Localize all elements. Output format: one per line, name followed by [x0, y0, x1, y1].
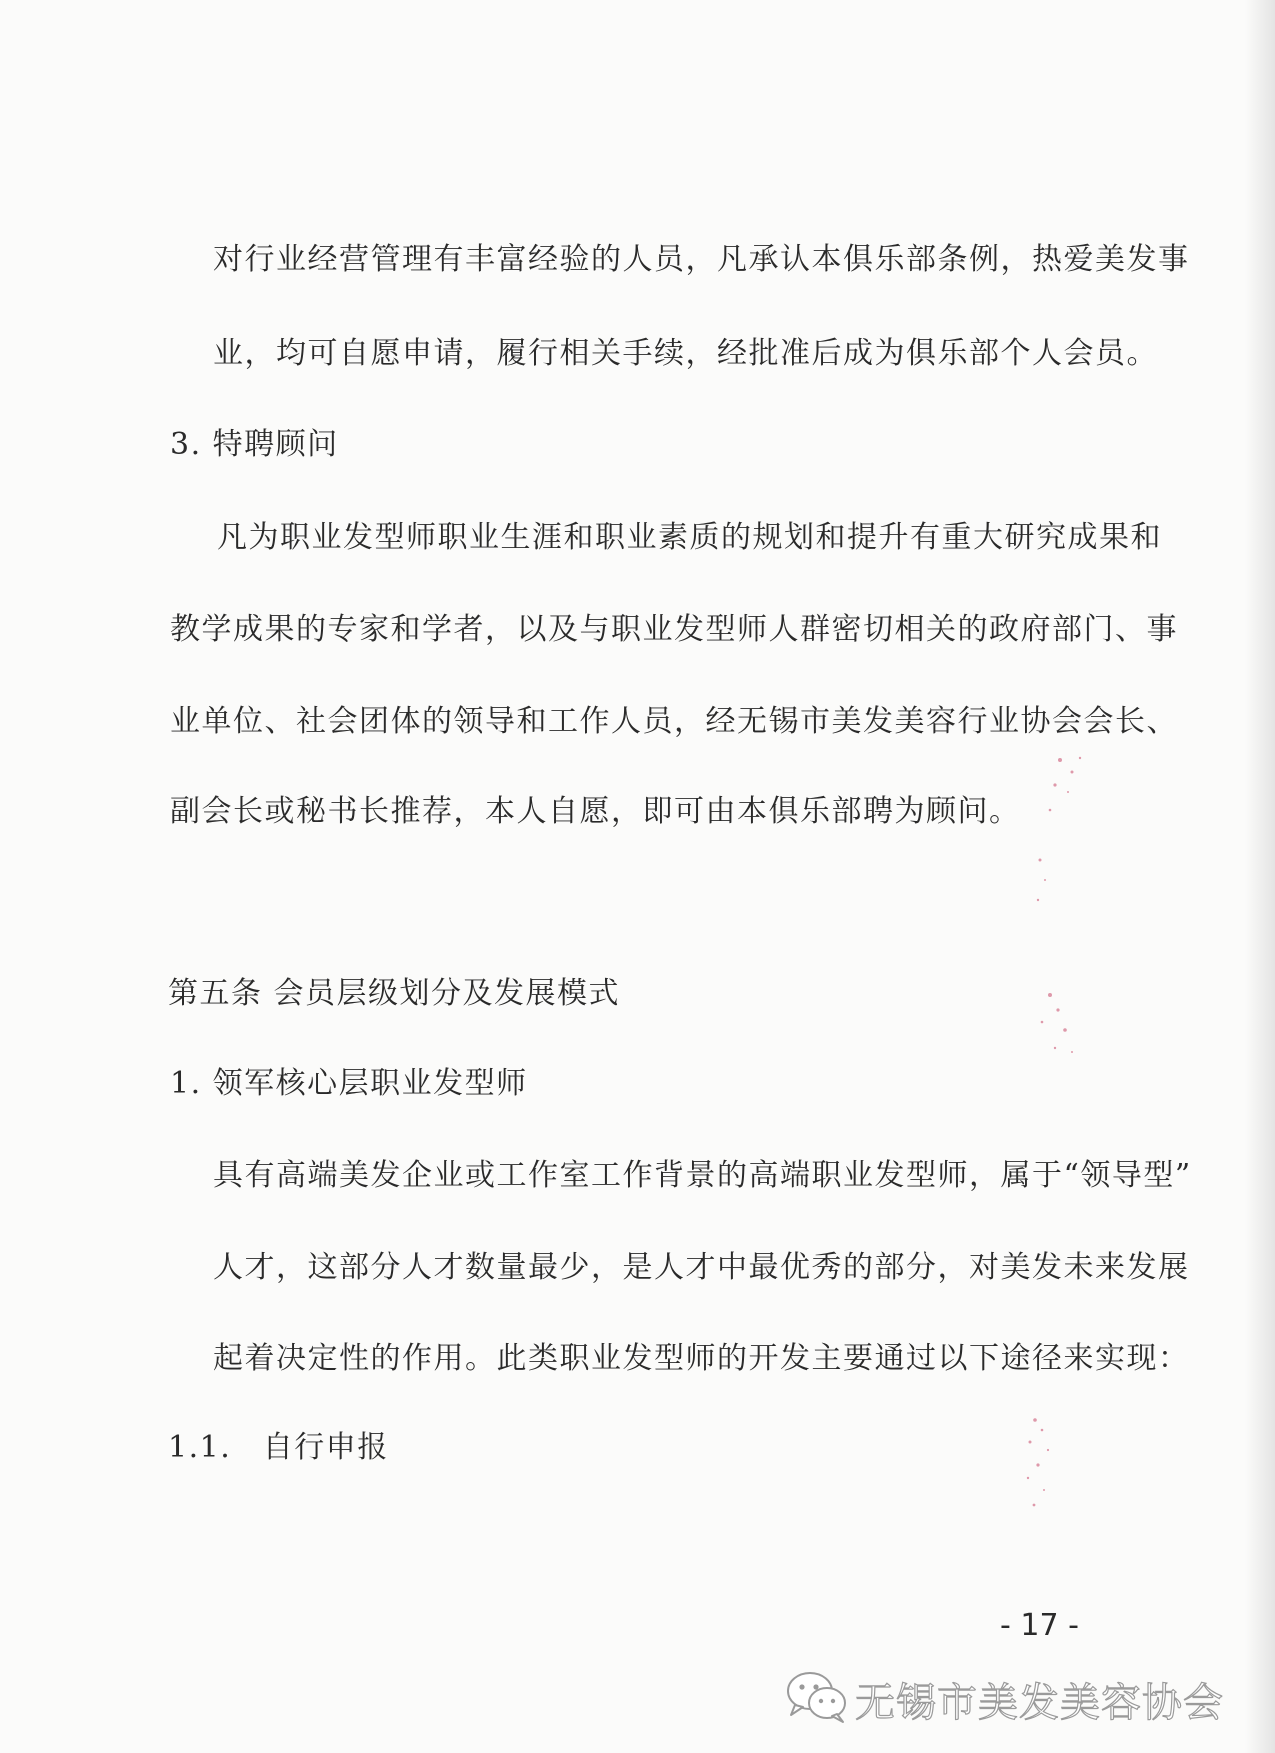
- article-heading: 第五条 会员层级划分及发展模式: [168, 976, 621, 1011]
- body-line-1: 对行业经营管理有丰富经验的人员，凡承认本俱乐部条例，热爱美发事: [213, 242, 1190, 277]
- body-line-9: 起着决定性的作用。此类职业发型师的开发主要通过以下途径来实现：: [213, 1341, 1190, 1376]
- section-heading-special-advisor: 3. 特聘顾问: [170, 427, 339, 462]
- body-line-4: 教学成果的专家和学者，以及与职业发型师人群密切相关的政府部门、事: [170, 612, 1178, 647]
- body-line-7: 具有高端美发企业或工作室工作背景的高端职业发型师，属于“领导型”: [213, 1158, 1192, 1193]
- body-line-5: 业单位、社会团体的领导和工作人员，经无锡市美发美容行业协会会长、: [170, 704, 1178, 739]
- section-heading-core-layer: 1. 领军核心层职业发型师: [170, 1066, 528, 1101]
- body-line-3: 凡为职业发型师职业生涯和职业素质的规划和提升有重大研究成果和: [217, 520, 1162, 555]
- body-line-2: 业，均可自愿申请，履行相关手续，经批准后成为俱乐部个人会员。: [213, 336, 1158, 371]
- subsection-heading-self-declare: 1.1. 自行申报: [168, 1430, 389, 1465]
- red-stamp-speckle: [1020, 730, 1140, 1550]
- body-line-8: 人才，这部分人才数量最少，是人才中最优秀的部分，对美发未来发展: [213, 1250, 1190, 1285]
- watermark-text: 无锡市美发美容协会: [855, 1680, 1224, 1726]
- page-edge-shadow: [1245, 0, 1275, 1753]
- body-line-6: 副会长或秘书长推荐，本人自愿，即可由本俱乐部聘为顾问。: [170, 794, 1021, 829]
- wechat-watermark: [785, 1665, 1245, 1735]
- page-number: - 17 -: [1000, 1608, 1079, 1643]
- wechat-icon: [785, 1669, 849, 1725]
